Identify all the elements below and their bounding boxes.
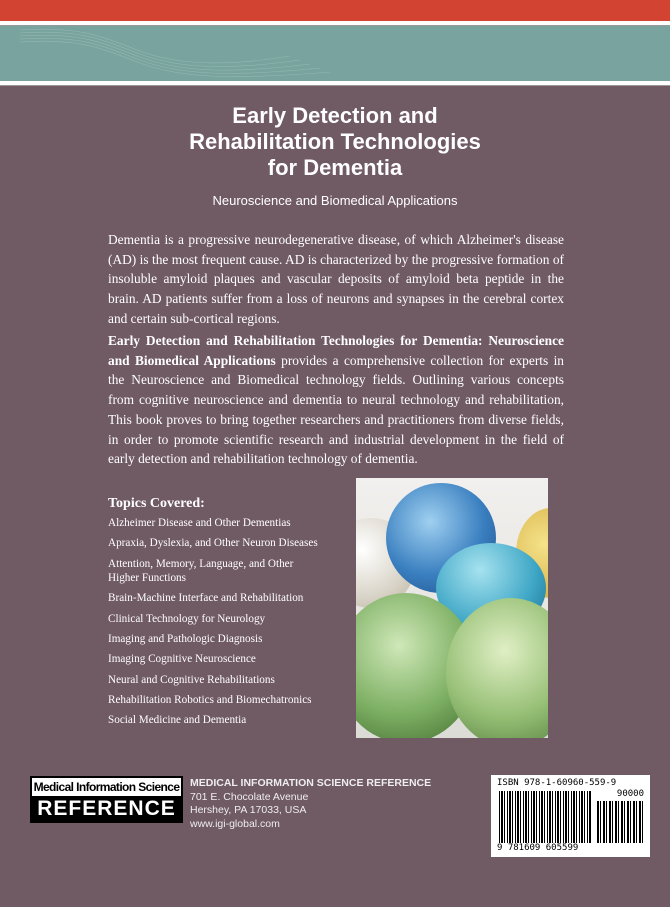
topic-item: Alzheimer Disease and Other Dementias xyxy=(108,517,291,529)
publisher-logo xyxy=(30,776,183,823)
topics-covered xyxy=(108,496,348,733)
topic-item: Clinical Technology for Neurology xyxy=(108,612,266,625)
topic-item: Brain-Machine Interface and Rehabilitation xyxy=(108,592,304,605)
ean-number: 9 781609 605599 xyxy=(497,843,579,853)
teal-wave-band xyxy=(0,26,670,81)
topic-item: Neural and Cognitive Rehabilitations xyxy=(108,673,275,686)
price-addon: 90000 xyxy=(616,789,644,799)
publisher-city: Hershey, PA 17033, USA xyxy=(190,804,307,816)
isbn-barcode xyxy=(491,775,650,857)
publisher-address: 701 E. Chocolate Avenue xyxy=(190,790,309,803)
top-red-band xyxy=(0,0,670,21)
addon-bars xyxy=(597,801,643,843)
topic-item: Social Medicine and Dementia xyxy=(108,714,247,727)
barcode-bars xyxy=(499,791,591,843)
topic-item: Attention, Memory, Language, and Other Higher Functions xyxy=(108,557,294,585)
title-line: for Dementia xyxy=(267,155,403,180)
divider xyxy=(0,81,670,86)
summary-text: provides a comprehensive collection for experts in the Neuroscience and Biomedical technology fields. Outlining various concepts from cognitive neuroscience and dementia to neural technology and rehabilitation, This book proves to bring together researchers and practitioners from diverse fields, in order to promote scientific research and industrial development in the field of early detection and rehabilitation technology of dementia. xyxy=(108,352,565,467)
topic-item: Rehabilitation Robotics and Biomechatronics xyxy=(108,693,312,706)
topic-item: Imaging and Pathologic Diagnosis xyxy=(108,632,263,645)
wave-decoration xyxy=(0,26,670,81)
topic-item: Imaging Cognitive Neuroscience xyxy=(108,653,256,666)
book-title xyxy=(0,103,670,181)
logo-line: REFERENCE xyxy=(37,797,176,820)
title-line: Early Detection and xyxy=(232,103,438,128)
summary-title: Early Detection and Rehabilitation Technologies for Dementia: Neuroscience and Biomedical Applications xyxy=(108,333,564,368)
publisher-info xyxy=(190,777,431,831)
marbles-photo xyxy=(356,478,548,738)
logo-line: Medical Information Science xyxy=(33,780,180,794)
topics-heading: Topics Covered: xyxy=(108,496,205,511)
publisher-website: www.igi-global.com xyxy=(190,817,280,830)
summary-paragraph xyxy=(108,331,564,469)
publisher-name: MEDICAL INFORMATION SCIENCE REFERENCE xyxy=(190,777,432,789)
description-paragraph: Dementia is a progressive neurodegenerative disease, of which Alzheimer's disease (AD) is the most frequent cause. AD is characterized by the progressive formation of insoluble amyloid plaques and vascular deposits of amyloid beta peptide in the brain. AD patients suffer from a loss of neurons and synapses in the cerebral cortex and certain sub-cortical regions. xyxy=(108,232,564,326)
isbn-text: ISBN 978-1-60960-559-9 xyxy=(497,778,617,788)
topic-item: Apraxia, Dyslexia, and Other Neuron Diseases xyxy=(108,537,318,550)
title-line: Rehabilitation Technologies xyxy=(189,129,481,154)
book-subtitle: Neuroscience and Biomedical Applications xyxy=(212,193,458,208)
